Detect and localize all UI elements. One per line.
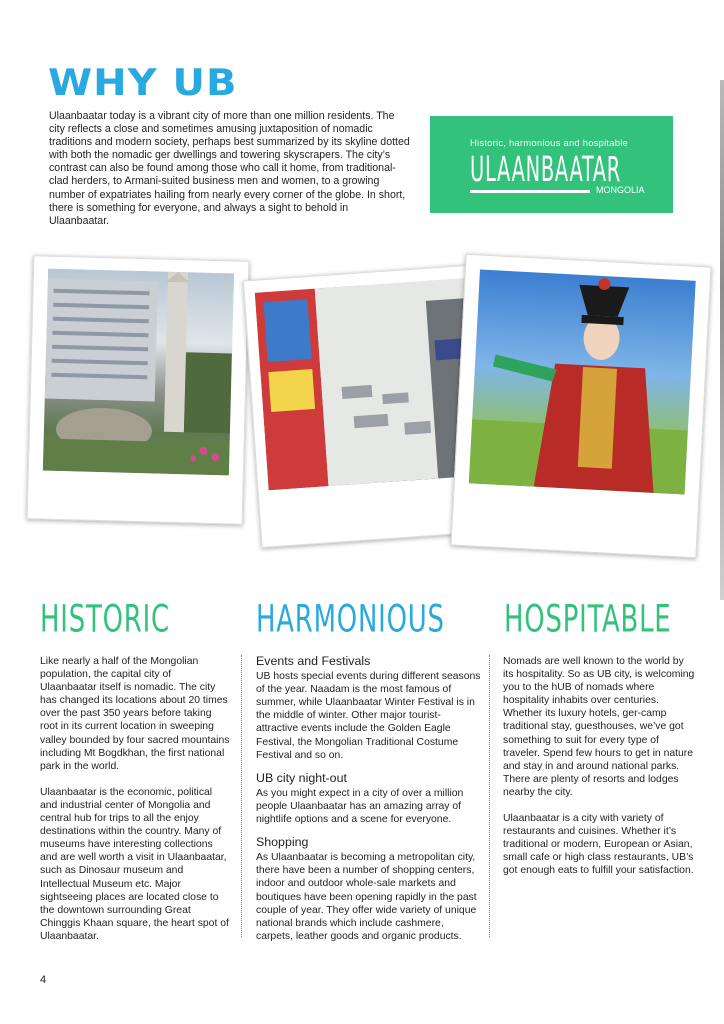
events-section: [256, 655, 482, 762]
banner-country: MONGOLIA: [596, 185, 645, 195]
photo-traditional-costume: [451, 254, 712, 558]
photo-monument: [27, 255, 250, 525]
column-divider-2: [489, 655, 490, 937]
monument-illustration: [43, 269, 234, 476]
column-divider-1: [241, 655, 242, 937]
hospitable-paragraph-2: Ulaanbaatar is a city with variety of restaurants and cuisines. Whether it’s traditional or modern, European or Asian, small cafe or high class restaurants, UB’s got enough eats to fulfill your satisfaction.: [503, 813, 694, 877]
page-edge-strip: [720, 80, 724, 600]
heading-hospitable: HOSPITABLE: [504, 598, 672, 642]
banner-city-name: ULAANBAATAR: [470, 150, 621, 191]
mall-illustration: [255, 278, 482, 490]
shopping-text: As Ulaanbaatar is becoming a metropolitan city, there have been a number of shopping centers, indoor and outdoor whole-sale markets and boutiques have been opening rapidly in the past couple of year. They offer wide variety of unique national brands which include cashmere, carpets, leather goods and organic products.: [256, 852, 477, 942]
nightout-heading: UB city night-out: [256, 770, 347, 785]
page-title: WHY UB: [48, 62, 238, 105]
column-historic: [40, 655, 230, 956]
column-hospitable: [503, 655, 696, 891]
shopping-section: [256, 836, 482, 943]
monument-image: [43, 269, 234, 476]
column-harmonious: [256, 655, 482, 953]
historic-paragraph-1: Like nearly a half of the Mongolian population, the capital city of Ulaanbaatar itself is nomadic. The city has changed its locations about 20 times over the past 350 years before taking root in its current location in sweeping valley bounded by four sacred mountains including Mt Bogdkhan, the first national park in the world.: [40, 656, 230, 772]
heading-harmonious: HARMONIOUS: [256, 598, 445, 642]
costume-image: [469, 270, 696, 495]
banner-tagline: Historic, harmonious and hospitable: [470, 138, 629, 149]
events-text: UB hosts special events during different seasons of the year. Naadam is the most famous of summer, while Ulaanbaatar Winter Festival is in the middle of winter. Other major tourist-attractive events include the Golden Eagle Festival, the Mongolian Traditional Costume Festival and so on.: [256, 671, 481, 761]
shopping-heading: Shopping: [256, 835, 309, 850]
nightout-text: As you might expect in a city of over a million people Ulaanbaatar has an amazing array of nightlife options and a scene for everyone.: [256, 787, 464, 826]
hospitable-paragraph-1: Nomads are well known to the world by its hospitality. So as UB city, is welcoming you to the hUB of nomads where hospitality inhabits over centuries. Whether its luxury hotels, ger-camp traditional stay, guesthouses, we’ve got something to suit for every type of traveler. Spend few hours to get in nature and stay in and around national parks. There are plenty of resorts and lodges nearby the city.: [503, 656, 695, 798]
ulaanbaatar-banner: [430, 116, 673, 213]
costume-illustration: [469, 270, 696, 495]
historic-paragraph-2: Ulaanbaatar is the economic, political and industrial center of Mongolia and central hub for trips to all the enjoy destinations within the country. Many of museums have interesting collections and are well worth a visit in Ulaanbaatar, such as Dinosaur museum and Intellectual Museum etc. Major sightseeing places are located close to the downtown surrounding Great Chinggis Khaan square, the heart spot of Ulaanbaatar.: [40, 786, 229, 942]
mall-image: [255, 278, 482, 490]
nightout-section: [256, 772, 482, 826]
banner-underline: [470, 190, 590, 193]
intro-paragraph: Ulaanbaatar today is a vibrant city of more than one million residents. The city reflects a close and sometimes amusing juxtaposition of nomadic traditions and modern society, perhaps best summarized by its skyline dotted with both the nomadic ger dwellings and towering skyscrapers. The city’s contrast can also be found among those who call it home, from traditional-clad herders, to Armani-suited business men and women, to a growing number of expatriates hailing from nearly every corner of the globe. In short, there is something for everyone, and always a sight to behold in Ulaanbaatar.: [49, 110, 410, 227]
events-heading: Events and Festivals: [256, 654, 371, 668]
page-number: 4: [40, 974, 47, 986]
heading-historic: HISTORIC: [40, 598, 170, 642]
